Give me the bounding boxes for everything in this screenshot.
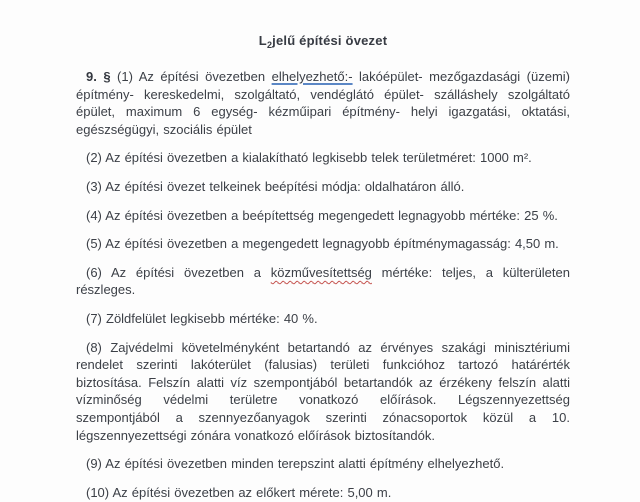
paragraph-3: (3) Az építési övezet telkeinek beépítési módja: oldalhatáron álló. bbox=[86, 178, 465, 194]
zone-code-subscript: 2 bbox=[266, 40, 273, 50]
misspelled-word: közművesítettség bbox=[270, 264, 372, 280]
paragraph-5: (5) Az építési övezetben a megengedett legnagyobb építménymagasság: 4,50 m. bbox=[86, 236, 559, 252]
paragraph-6-post: mértéke: teljes, a külterületen részleges. bbox=[76, 264, 570, 298]
section-number: 9. § bbox=[86, 69, 111, 84]
paragraph-8: (8) Zajvédelmi követelményként betartandó az érvényes szakági minisztériumi rendelet szerinti lakóterület (falusias) területi funkcióhoz tartozó határérték biztosítása. Felszín alatti víz szempontjából betartandók az érzékeny felszín alatti vízminőség védelmi területre vonatkozó előírások. Légszennyezettség szempontjából a szennyezőanyagok szerinti zónacsoportok közül a 10. légszennyezettségi zónára vonatkozó előírások biztosítandók. bbox=[76, 339, 570, 443]
paragraph-1 bbox=[76, 68, 570, 138]
zone-title bbox=[76, 32, 570, 54]
paragraph-6 bbox=[76, 264, 570, 299]
paragraph-7: (7) Zöldfelület legkisebb mértéke: 40 %. bbox=[86, 310, 318, 326]
paragraph-6-pre: (6) Az építési övezetben a bbox=[86, 264, 271, 280]
paragraph-1-pre: (1) Az építési övezetben bbox=[110, 69, 272, 84]
underlined-term: elhelyezhető:- bbox=[271, 69, 353, 84]
paragraph-4: (4) Az építési övezetben a beépítettség megengedett legnagyobb mértéke: 25 %. bbox=[86, 207, 558, 223]
paragraph-10: (10) Az építési övezetben az előkert mérete: 5,00 m. bbox=[86, 484, 392, 500]
zone-title-text: jelű építési övezet bbox=[272, 33, 388, 48]
paragraph-9: (9) Az építési övezetben minden terepszint alatti építmény elhelyezhető. bbox=[86, 456, 505, 472]
paragraph-2: (2) Az építési övezetben a kialakítható legkisebb telek területméret: 1000 m². bbox=[86, 150, 532, 166]
zone-code-letter: L bbox=[258, 33, 267, 48]
paragraph-1-post: lakóépület- mezőgazdasági (üzemi) építmény- kereskedelmi, szolgáltató, vendéglátó épület- szálláshely szolgáltató épület, maximum 6 egység- kézműipari építmény- helyi igazgatási, oktatási, egészségügyi, szociális épület bbox=[76, 69, 570, 137]
